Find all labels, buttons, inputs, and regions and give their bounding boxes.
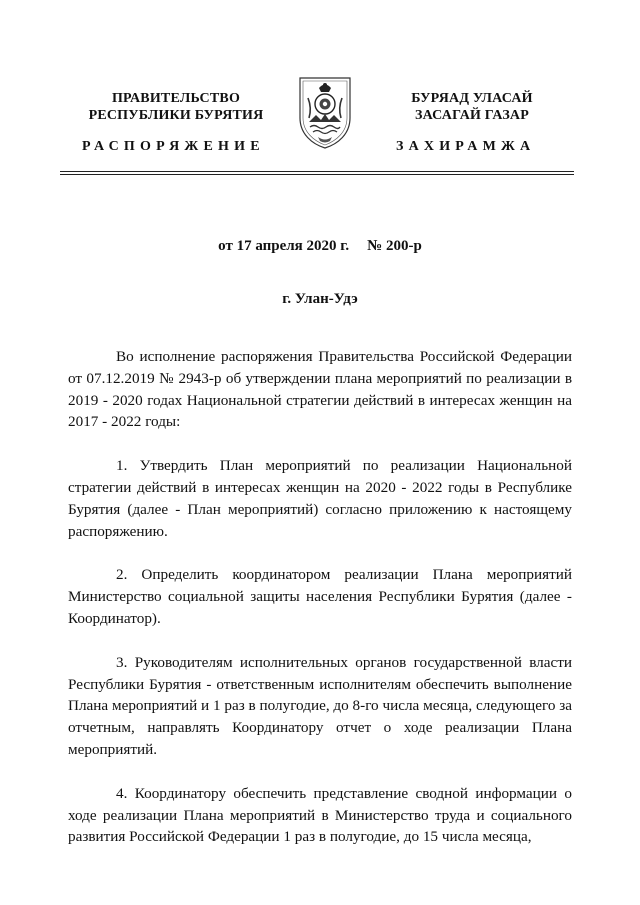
document-body (68, 346, 572, 870)
document-city: г. Улан-Удэ (282, 291, 358, 307)
paragraph-preamble: Во исполнение распоряжения Правительства Российской Федерации от 07.12.2019 № 2943-р об утверждении плана мероприятий по реализации в 2019 - 2020 годах Национальной стратегии действий в интересах женщин на 2017 - 2022 годы: (68, 348, 572, 431)
header-left-line2: РЕСПУБЛИКИ БУРЯТИЯ (88, 108, 264, 123)
order-title-bur: ЗАХИРАМЖА (396, 139, 536, 154)
header-right-line1: БУРЯАД УЛАСАЙ (411, 91, 533, 106)
document-date: от 17 апреля 2020 г. (218, 238, 350, 254)
header-right-line2: ЗАСАГАЙ ГАЗАР (414, 108, 529, 123)
coat-of-arms-emblem (296, 74, 354, 150)
paragraph-item-3: 3. Руководителям исполнительных органов государственной власти Республики Бурятия - ответственным исполнителям обеспечить выполнение Плана мероприятий и 1 раз в полугодие, до 8-го числа месяца, следующего за отчетным, направлять Координатору отчет о ходе реализации Плана мероприятий. (68, 653, 572, 758)
header-divider-thin (60, 174, 574, 175)
header-government-bur (372, 90, 572, 124)
header-left-line1: ПРАВИТЕЛЬСТВО (111, 91, 241, 106)
order-title-ru: РАСПОРЯЖЕНИЕ (82, 139, 265, 154)
header-divider-thick (60, 171, 574, 172)
paragraph-item-2: 2. Определить координатором реализации Плана мероприятий Министерство социальной защиты населения Республики Бурятия (далее - Координатор). (68, 566, 572, 627)
document-date-number (0, 238, 640, 255)
document-number: № 200-р (367, 238, 422, 254)
paragraph-item-4: 4. Координатору обеспечить представление сводной информации о ходе реализации Плана мероприятий в Министерство труда и социального развития Российской Федерации 1 раз в полугодие, до 15 числа месяца, (68, 784, 572, 846)
header-government-ru (76, 90, 276, 124)
paragraph-item-1: 1. Утвердить План мероприятий по реализации Национальной стратегии действий в интересах женщин на 2020 - 2022 годы в Республике Бурятия (далее - План мероприятий) согласно приложению к настоящему распоряжению. (68, 457, 572, 540)
